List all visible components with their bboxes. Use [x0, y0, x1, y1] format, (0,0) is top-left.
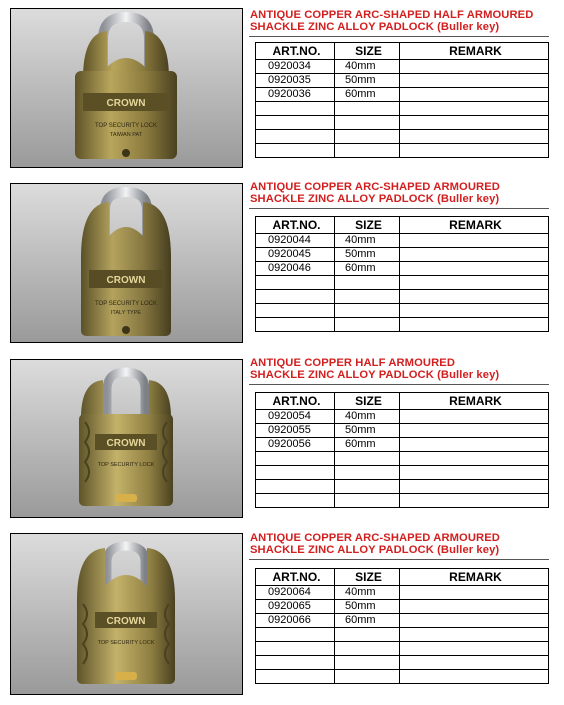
size-cell: 40mm [335, 234, 400, 248]
remark-cell [400, 410, 549, 424]
remark-cell [400, 600, 549, 614]
remark-cell [400, 424, 549, 438]
title-line-1: ANTIQUE COPPER ARC-SHAPED ARMOURED [250, 532, 500, 544]
art-cell [256, 116, 335, 130]
size-cell: 50mm [335, 74, 400, 88]
padlock-image [11, 534, 242, 694]
remark-cell [400, 438, 549, 452]
size-cell: 60mm [335, 88, 400, 102]
table-row [256, 130, 549, 144]
title-line-2: SHACKLE ZINC ALLOY PADLOCK (Buller key) [250, 21, 500, 33]
table-row [256, 586, 549, 600]
remark-cell [400, 452, 549, 466]
remark-cell [400, 60, 549, 74]
table-row [256, 304, 549, 318]
remark-cell [400, 290, 549, 304]
art-cell [256, 670, 335, 684]
remark-cell [400, 614, 549, 628]
remark-cell [400, 494, 549, 508]
size-cell [335, 628, 400, 642]
product-block-1 [0, 0, 564, 175]
remark-cell [400, 466, 549, 480]
lock-engraving: TOP SECURITY LOCK [97, 462, 155, 468]
remark-cell [400, 144, 549, 158]
size-cell [335, 116, 400, 130]
size-cell [335, 130, 400, 144]
art-cell: 0920036 [256, 88, 335, 102]
lock-brand-text: CROWN [106, 275, 146, 286]
art-cell [256, 276, 335, 290]
size-cell: 50mm [335, 424, 400, 438]
remark-cell [400, 304, 549, 318]
title-line-2: SHACKLE ZINC ALLOY PADLOCK (Buller key) [250, 193, 500, 205]
col-size: SIZE [335, 569, 400, 586]
table-row [256, 116, 549, 130]
table-header-row [256, 393, 549, 410]
lock-engraving: TOP SECURITY LOCK [94, 123, 158, 129]
title-divider [249, 208, 549, 209]
product-title [250, 9, 555, 33]
lock-brand-text: CROWN [106, 98, 146, 109]
table-row [256, 290, 549, 304]
table-row [256, 466, 549, 480]
art-cell [256, 130, 335, 144]
product-block-4 [0, 525, 564, 705]
size-cell [335, 642, 400, 656]
remark-cell [400, 116, 549, 130]
table-row [256, 60, 549, 74]
size-cell [335, 290, 400, 304]
spec-table [255, 568, 549, 684]
col-art-no: ART.NO. [256, 393, 335, 410]
table-row [256, 628, 549, 642]
remark-cell [400, 670, 549, 684]
col-art-no: ART.NO. [256, 217, 335, 234]
art-cell [256, 642, 335, 656]
product-title [250, 532, 555, 556]
remark-cell [400, 276, 549, 290]
art-cell: 0920034 [256, 60, 335, 74]
size-cell: 60mm [335, 614, 400, 628]
table-row [256, 234, 549, 248]
table-row [256, 88, 549, 102]
table-header-row [256, 43, 549, 60]
art-cell [256, 102, 335, 116]
product-title [250, 357, 555, 381]
table-row [256, 262, 549, 276]
product-block-3 [0, 350, 564, 525]
remark-cell [400, 656, 549, 670]
table-row [256, 656, 549, 670]
product-photo-4 [10, 533, 243, 695]
remark-cell [400, 586, 549, 600]
art-cell: 0920056 [256, 438, 335, 452]
size-cell [335, 276, 400, 290]
art-cell [256, 290, 335, 304]
product-photo-3 [10, 359, 243, 518]
size-cell: 60mm [335, 262, 400, 276]
title-line-1: ANTIQUE COPPER ARC-SHAPED ARMOURED [250, 181, 500, 193]
art-cell [256, 318, 335, 332]
art-cell [256, 494, 335, 508]
remark-cell [400, 130, 549, 144]
col-art-no: ART.NO. [256, 43, 335, 60]
art-cell: 0920066 [256, 614, 335, 628]
table-row [256, 480, 549, 494]
table-row [256, 438, 549, 452]
art-cell [256, 304, 335, 318]
art-cell: 0920035 [256, 74, 335, 88]
size-cell [335, 494, 400, 508]
product-block-2 [0, 175, 564, 350]
lock-brand-text: CROWN [106, 616, 146, 627]
col-size: SIZE [335, 393, 400, 410]
table-row [256, 424, 549, 438]
art-cell: 0920064 [256, 586, 335, 600]
padlock-image [11, 9, 242, 167]
art-cell [256, 466, 335, 480]
table-row [256, 410, 549, 424]
art-cell: 0920054 [256, 410, 335, 424]
col-remark: REMARK [400, 43, 549, 60]
size-cell [335, 102, 400, 116]
size-cell [335, 656, 400, 670]
title-divider [249, 384, 549, 385]
padlock-image [11, 184, 242, 342]
product-photo-1 [10, 8, 243, 168]
col-remark: REMARK [400, 393, 549, 410]
table-row [256, 452, 549, 466]
size-cell [335, 318, 400, 332]
table-row [256, 642, 549, 656]
remark-cell [400, 628, 549, 642]
size-cell: 50mm [335, 248, 400, 262]
size-cell [335, 452, 400, 466]
size-cell [335, 144, 400, 158]
remark-cell [400, 262, 549, 276]
table-row [256, 600, 549, 614]
spec-table [255, 216, 549, 332]
art-cell: 0920055 [256, 424, 335, 438]
title-line-2: SHACKLE ZINC ALLOY PADLOCK (Buller key) [250, 544, 500, 556]
col-size: SIZE [335, 217, 400, 234]
art-cell [256, 480, 335, 494]
remark-cell [400, 318, 549, 332]
table-row [256, 614, 549, 628]
title-line-1: ANTIQUE COPPER ARC-SHAPED HALF ARMOURED [250, 9, 534, 21]
lock-engraving: TOP SECURITY LOCK [97, 640, 155, 646]
table-header-row [256, 569, 549, 586]
padlock-image [11, 360, 242, 517]
remark-cell [400, 74, 549, 88]
title-divider [249, 559, 549, 560]
lock-engraving: TOP SECURITY LOCK [94, 301, 158, 307]
title-line-1: ANTIQUE COPPER HALF ARMOURED [250, 357, 456, 369]
col-art-no: ART.NO. [256, 569, 335, 586]
table-row [256, 318, 549, 332]
art-cell [256, 628, 335, 642]
size-cell [335, 304, 400, 318]
art-cell [256, 452, 335, 466]
size-cell: 40mm [335, 60, 400, 74]
lock-engraving-2: ITALY TYPE [110, 310, 142, 316]
size-cell [335, 466, 400, 480]
lock-engraving-2: TAIWAN PAT [109, 132, 143, 138]
table-header-row [256, 217, 549, 234]
size-cell: 60mm [335, 438, 400, 452]
lock-brand-text: CROWN [106, 438, 146, 449]
size-cell: 40mm [335, 410, 400, 424]
remark-cell [400, 102, 549, 116]
table-row [256, 144, 549, 158]
title-divider [249, 36, 549, 37]
spec-table [255, 42, 549, 158]
remark-cell [400, 234, 549, 248]
product-title [250, 181, 555, 205]
col-remark: REMARK [400, 217, 549, 234]
table-row [256, 276, 549, 290]
art-cell: 0920065 [256, 600, 335, 614]
title-line-2: SHACKLE ZINC ALLOY PADLOCK (Buller key) [250, 369, 500, 381]
art-cell: 0920044 [256, 234, 335, 248]
size-cell: 40mm [335, 586, 400, 600]
table-row [256, 670, 549, 684]
art-cell: 0920046 [256, 262, 335, 276]
size-cell [335, 480, 400, 494]
remark-cell [400, 88, 549, 102]
product-photo-2 [10, 183, 243, 343]
size-cell: 50mm [335, 600, 400, 614]
table-row [256, 494, 549, 508]
remark-cell [400, 642, 549, 656]
art-cell: 0920045 [256, 248, 335, 262]
spec-table [255, 392, 549, 508]
remark-cell [400, 480, 549, 494]
col-size: SIZE [335, 43, 400, 60]
art-cell [256, 144, 335, 158]
table-row [256, 102, 549, 116]
art-cell [256, 656, 335, 670]
table-row [256, 74, 549, 88]
table-row [256, 248, 549, 262]
size-cell [335, 670, 400, 684]
remark-cell [400, 248, 549, 262]
col-remark: REMARK [400, 569, 549, 586]
